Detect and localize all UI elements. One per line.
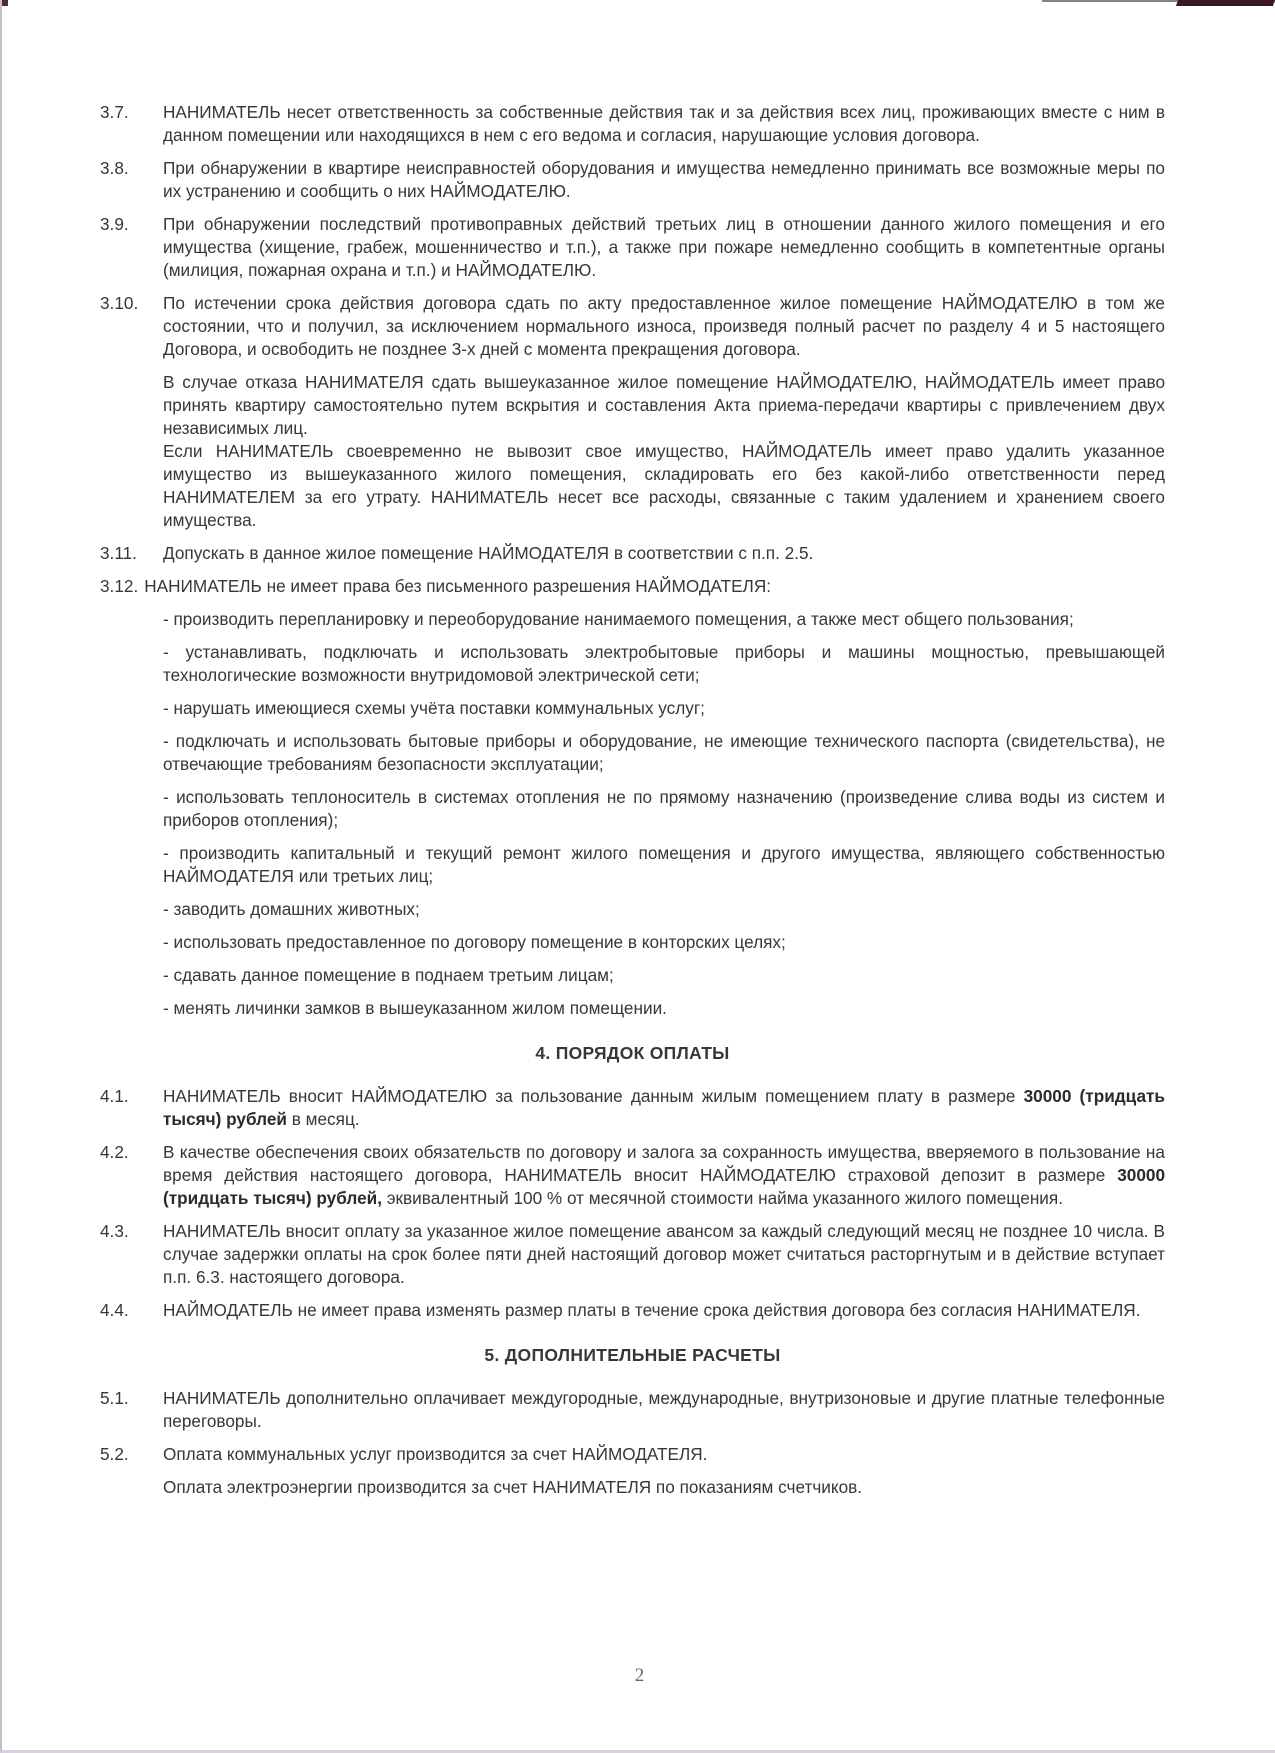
section-4-title: 4. ПОРЯДОК ОПЛАТЫ: [535, 1043, 730, 1063]
list-item: - сдавать данное помещение в поднаем третьим лицам;: [163, 965, 614, 985]
document-body: [100, 101, 1165, 1509]
scan-artifact: [2, 0, 8, 6]
deposit-amount: 30000 (тридцать тысяч) рублей,: [163, 1165, 1165, 1208]
clause-4-3: [100, 1220, 1165, 1289]
clause-4-4: [100, 1299, 1165, 1322]
clause-number: 3.9.: [100, 214, 129, 234]
section-5-title: 5. ДОПОЛНИТЕЛЬНЫЕ РАСЧЕТЫ: [484, 1345, 781, 1365]
list-item: - производить капитальный и текущий ремонт жилого помещения и другого имущества, являющего собственностью НАЙМОДАТЕЛЯ или третьих лиц;: [163, 843, 1165, 886]
clause-text-part: в месяц.: [287, 1109, 360, 1129]
clause-number: 4.3.: [100, 1221, 129, 1241]
list-item: - устанавливать, подключать и использовать электробытовые приборы и машины мощностью, превышающей технологические возможности внутридомовой электрической сети;: [163, 642, 1165, 685]
clause-text: [163, 1141, 1165, 1210]
clause-text: НАЙМОДАТЕЛЬ не имеет права изменять размер платы в течение срока действия договора без согласия НАНИМАТЕЛЯ.: [163, 1300, 1141, 1320]
clause-text: В случае отказа НАНИМАТЕЛЯ сдать вышеуказанное жилое помещение НАЙМОДАТЕЛЮ, НАЙМОДАТЕЛЬ имеет право принять квартиру самостоятельно путем вскрытия и составления Акта приема-передачи квартиры с привлечением двух независимых лиц.: [163, 372, 1165, 438]
clause-text: Оплата электроэнергии производится за счет НАНИМАТЕЛЯ по показаниям счетчиков.: [163, 1477, 863, 1497]
clause-4-1: [100, 1085, 1165, 1131]
clause-3-7: [100, 101, 1165, 147]
clause-3-8: [100, 157, 1165, 203]
list-item: - производить перепланировку и переоборудование нанимаемого помещения, а также мест общего пользования;: [163, 609, 1074, 629]
scan-edge: [1176, 0, 1275, 6]
clause-text: При обнаружении в квартире неисправностей оборудования и имущества немедленно принимать все возможные меры по их устранению и сообщить о них НАЙМОДАТЕЛЮ.: [163, 158, 1165, 201]
list-item: - нарушать имеющиеся схемы учёта поставки коммунальных услуг;: [163, 698, 705, 718]
clause-text-part: НАНИМАТЕЛЬ вносит НАЙМОДАТЕЛЮ за пользование данным жилым помещением плату в размере: [163, 1086, 1024, 1106]
clause-text: НАНИМАТЕЛЬ несет ответственность за собственные действия так и за действия всех лиц, проживающих вместе с ним в данном помещении или находящихся в нем с его ведома и согласия, нарушающие условия договора.: [163, 102, 1165, 145]
clause-text: Оплата коммунальных услуг производится за счет НАЙМОДАТЕЛЯ.: [163, 1444, 708, 1464]
rent-amount: 30000 (тридцать тысяч) рублей: [163, 1086, 1165, 1129]
list-item: - использовать теплоноситель в системах отопления не по прямому назначению (произведение слива воды из систем и приборов отопления);: [163, 787, 1165, 830]
clause-number: 3.10.: [100, 293, 139, 313]
clause-text: По истечении срока действия договора сдать по акту предоставленное жилое помещение НАЙМОДАТЕЛЮ в том же состоянии, что и получил, за исключением нормального износа, произведя полный расчет по разделу 4 и 5 настоящего Договора, и освободить не позднее 3-х дней с момента прекращения договора.: [163, 293, 1165, 359]
list-item: - использовать предоставленное по договору помещение в конторских целях;: [163, 932, 786, 952]
clause-number: 5.1.: [100, 1388, 129, 1408]
clause-text: [163, 1085, 1165, 1131]
clause-5-1: [100, 1387, 1165, 1433]
clause-number: 3.12.: [100, 576, 139, 596]
clause-text: Если НАНИМАТЕЛЬ своевременно не вывозит свое имущество, НАЙМОДАТЕЛЬ имеет право удалить указанное имущество из вышеуказанного жилого помещения, складировать его без какой-либо ответственности перед НАНИМАТЕЛЕМ за его утрату. НАНИМАТЕЛЬ несет все расходы, связанные с таким удалением и хранением своего имущества.: [163, 441, 1165, 530]
clause-3-12: [100, 575, 1165, 598]
clause-number: 3.7.: [100, 102, 129, 122]
clause-number: 3.8.: [100, 158, 129, 178]
prohibitions-list: [163, 608, 1165, 1020]
clause-5-2: [100, 1443, 1165, 1499]
page-number: 2: [634, 1665, 645, 1686]
clause-number: 3.11.: [100, 543, 137, 563]
clause-number: 4.1.: [100, 1086, 129, 1106]
clause-3-11: [100, 542, 1165, 565]
clause-text-part: В качестве обеспечения своих обязательств по договору и залога за сохранность имущества, вверяемого в пользование на время действия настоящего договора, НАНИМАТЕЛЬ вносит НАЙМОДАТЕЛЮ страховой депозит в размере: [163, 1142, 1165, 1185]
clause-3-9: [100, 213, 1165, 282]
list-item: - подключать и использовать бытовые приборы и оборудование, не имеющие технического паспорта (свидетельства), не отвечающие требованиям безопасности эксплуатации;: [163, 731, 1165, 774]
clause-number: 5.2.: [100, 1444, 129, 1464]
clause-text: НАНИМАТЕЛЬ вносит оплату за указанное жилое помещение авансом за каждый следующий месяц не позднее 10 числа. В случае задержки оплаты на срок более пяти дней настоящий договор может считаться расторгнутым и в действие вступает п.п. 6.3. настоящего договора.: [163, 1221, 1165, 1287]
clause-number: 4.2.: [100, 1142, 129, 1162]
clause-text: НАНИМАТЕЛЬ дополнительно оплачивает междугородные, международные, внутризоновые и другие платные телефонные переговоры.: [163, 1388, 1165, 1431]
clause-text-part: эквивалентный 100 % от месячной стоимости найма указанного жилого помещения.: [381, 1188, 1063, 1208]
clause-3-10: [100, 292, 1165, 532]
clause-4-2: [100, 1141, 1165, 1210]
clause-number: 4.4.: [100, 1300, 129, 1320]
clause-text: Допускать в данное жилое помещение НАЙМОДАТЕЛЯ в соответствии с п.п. 2.5.: [163, 543, 814, 563]
clause-text: НАНИМАТЕЛЬ не имеет права без письменного разрешения НАЙМОДАТЕЛЯ:: [144, 576, 772, 596]
list-item: - заводить домашних животных;: [163, 899, 420, 919]
clause-text: При обнаружении последствий противоправных действий третьих лиц в отношении данного жилого помещения и его имущества (хищение, грабеж, мошенничество и т.п.), а также при пожаре немедленно сообщить в компетентные органы (милиция, пожарная охрана и т.п.) и НАЙМОДАТЕЛЮ.: [163, 214, 1165, 280]
list-item: - менять личинки замков в вышеуказанном жилом помещении.: [163, 998, 667, 1018]
